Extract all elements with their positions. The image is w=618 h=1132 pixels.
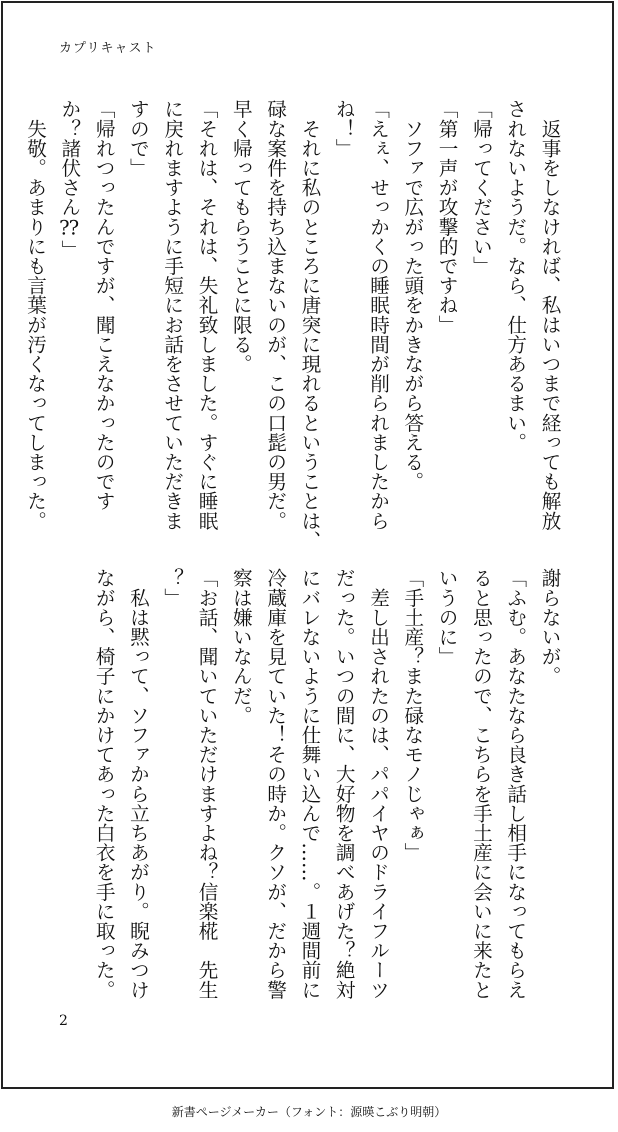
text-line: ？」: [160, 568, 184, 608]
text-line: 「帰れつったんですが、聞こえなかったのです: [92, 99, 116, 511]
text-line: 「帰ってください」: [469, 99, 493, 276]
text-line: 差し出されたのは、パパイヤのドライフルーツ: [366, 568, 390, 1000]
text-line: 「それは、それは、失礼致しました。すぐに睡眠: [195, 99, 219, 531]
text-line: 「ふむ。あなたなら良き話し相手になってもらえ: [503, 568, 527, 1000]
text-line: 「お話、聞いていただけますよね？信楽椛 先生: [195, 568, 219, 1000]
text-line: 失敬。あまりにも言葉が汚くなってしまった。: [23, 99, 47, 531]
text-line: 私は黙って、ソファから立ちあがり。睨みつけ: [126, 568, 150, 1000]
text-line: ると思ったので、こちらを手土産に会いに来たと: [469, 568, 493, 1000]
text-line: だった。いつの間に、大好物を調べあげた？絶対: [332, 568, 356, 1000]
text-line: 「第一声が攻撃的ですね」: [435, 99, 459, 335]
text-line: 碌な案件を持ち込まないのが、この口髭の男だ。: [263, 99, 287, 531]
text-line: 察は嫌いなんだ。: [229, 568, 253, 725]
text-line: ね！」: [332, 99, 356, 158]
running-head: カプリキャスト: [59, 41, 157, 56]
text-line: 返事をしなければ、私はいつまで経っても解放: [538, 99, 561, 531]
text-line: 早く帰ってもらうことに限る。: [229, 99, 253, 374]
text-line: 冷蔵庫を見ていた！その時か。クソが、だから警: [263, 568, 287, 1000]
text-line: ながら、椅子にかけてあった白衣を手に取った。: [92, 568, 116, 1000]
text-line: されないようだ。なら、仕方あるまい。: [503, 99, 527, 452]
text-line: すので」: [126, 99, 150, 178]
text-line: 「えぇ、せっかくの睡眠時間が削られましたから: [366, 99, 390, 531]
text-line: それに私のところに唐突に現れるということは、: [297, 99, 321, 550]
text-line: 「手土産？また碌なモノじゃぁ」: [400, 568, 424, 862]
page-number: 2: [59, 1013, 68, 1029]
text-line: か？諸伏さん⁇」: [57, 99, 81, 260]
text-line: に戻れますように手短にお話をさせていただきま: [160, 99, 184, 531]
text-line: いうのに」: [435, 568, 459, 666]
text-block-upper: [23, 99, 566, 550]
text-line: ソファで広がった頭をかきながら答える。: [400, 99, 424, 491]
text-block-lower: [51, 568, 566, 1004]
page-frame: [1, 1, 614, 1089]
footer-credit: 新書ページメーカー（フォント：源暎こぶり明朝）: [171, 1105, 447, 1119]
text-line: にバレないように仕舞い込んで……。１週間前に: [297, 568, 321, 1000]
text-line: 謝らないが。: [538, 568, 561, 686]
